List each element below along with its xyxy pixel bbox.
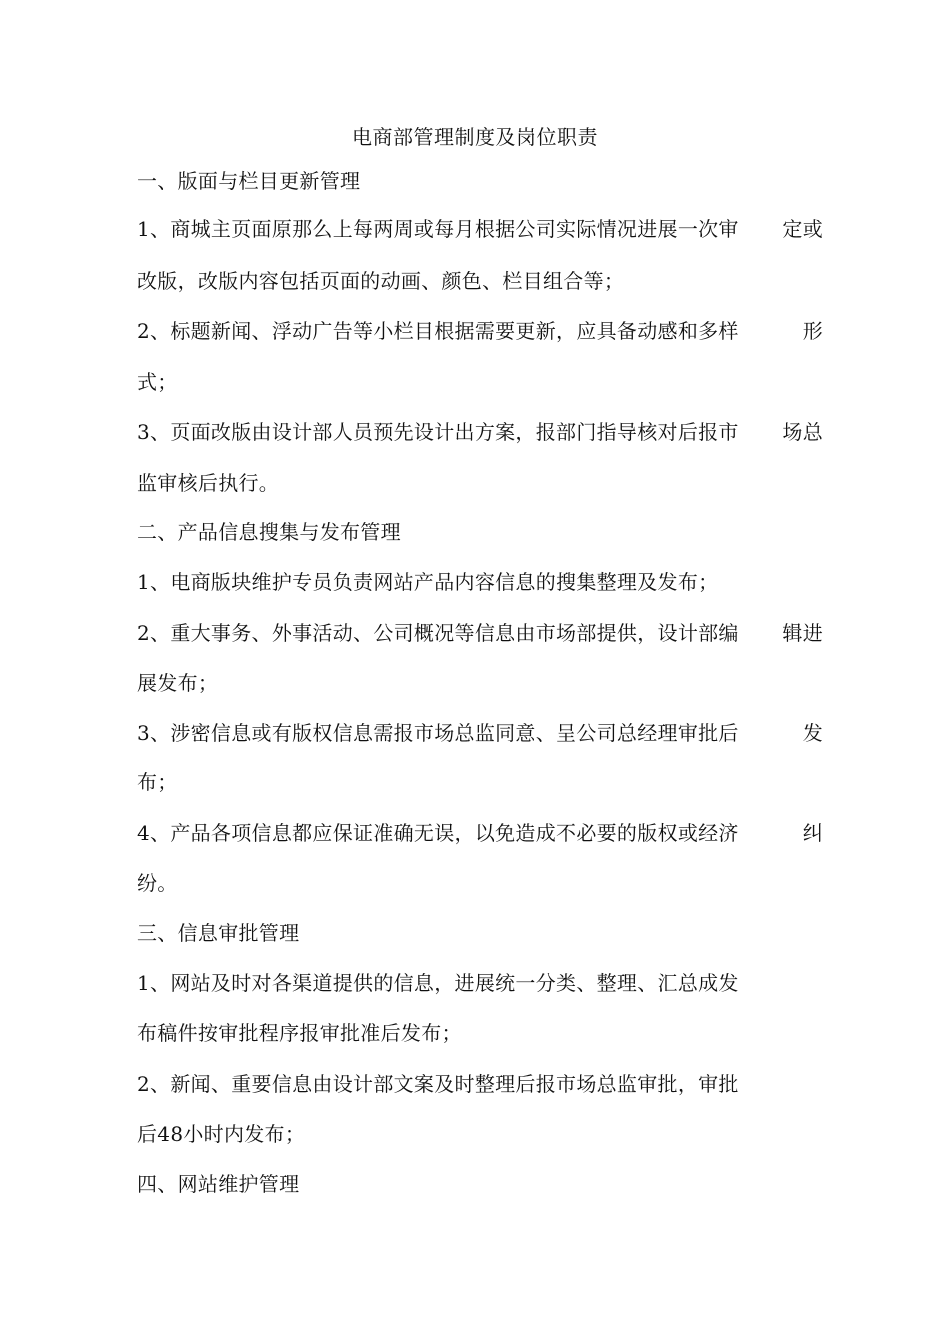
text-segment: 辑进	[782, 621, 823, 645]
paragraph-line: 式；	[137, 370, 178, 394]
paragraph-line: 布稿件按审批程序报审批准后发布；	[137, 1021, 462, 1045]
paragraph-line: 后48小时内发布；	[137, 1122, 306, 1146]
text-segment: 定或	[782, 217, 823, 241]
text-segment: 场总	[782, 420, 823, 444]
section-heading-3: 三、信息审批管理	[137, 921, 300, 945]
paragraph-line: 布；	[137, 770, 178, 794]
text-segment: 2、重大事务、外事活动、公司概况等信息由市场部提供，设计部编	[137, 621, 739, 645]
text-segment: 3、页面改版由设计部人员预先设计出方案，报部门指导核对后报市	[137, 420, 739, 444]
text-segment: 纠	[802, 821, 823, 845]
paragraph-line	[137, 818, 823, 848]
paragraph-line: 展发布；	[137, 671, 219, 695]
paragraph-line: 1、电商版块维护专员负责网站产品内容信息的搜集整理及发布；	[137, 570, 719, 594]
paragraph-line	[137, 417, 823, 447]
section-heading-4: 四、网站维护管理	[137, 1172, 300, 1196]
paragraph-line: 监审核后执行。	[137, 471, 280, 495]
paragraph-line: 纷。	[137, 871, 178, 895]
text-segment: 4、产品各项信息都应保证准确无误，以免造成不必要的版权或经济	[137, 821, 739, 845]
section-heading-2: 二、产品信息搜集与发布管理	[137, 520, 401, 544]
text-segment: 形	[802, 319, 823, 343]
paragraph-line: 改版，改版内容包括页面的动画、颜色、栏目组合等；	[137, 269, 625, 293]
paragraph-line	[137, 214, 823, 244]
section-heading-1: 一、版面与栏目更新管理	[137, 169, 361, 193]
document-title: 电商部管理制度及岗位职责	[352, 125, 598, 149]
paragraph-line: 2、新闻、重要信息由设计部文案及时整理后报市场总监审批，审批	[137, 1072, 739, 1096]
paragraph-line	[137, 718, 823, 748]
paragraph-line: 1、网站及时对各渠道提供的信息，进展统一分类、整理、汇总成发	[137, 971, 739, 995]
paragraph-line	[137, 618, 823, 648]
text-segment: 1、商城主页面原那么上每两周或每月根据公司实际情况进展一次审	[137, 217, 739, 241]
text-segment: 2、标题新闻、浮动广告等小栏目根据需要更新，应具备动感和多样	[137, 319, 739, 343]
text-segment: 发	[802, 721, 823, 745]
text-segment: 3、涉密信息或有版权信息需报市场总监同意、呈公司总经理审批后	[137, 721, 739, 745]
paragraph-line	[137, 316, 823, 346]
